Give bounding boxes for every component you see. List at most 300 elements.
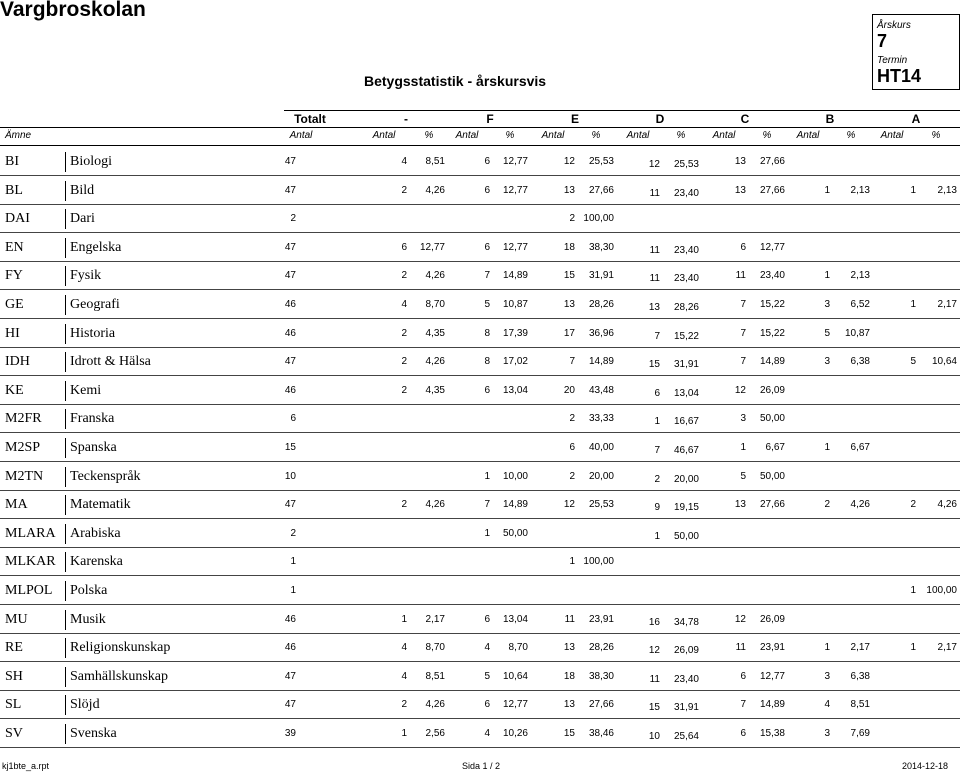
grade-percent: 17,39	[502, 327, 528, 339]
table-row	[0, 520, 960, 548]
grade-percent: 40,00	[588, 442, 614, 453]
grade-percent: 15,22	[673, 330, 699, 342]
grade-percent: 4,26	[425, 699, 445, 711]
grade-percent: 14,89	[759, 356, 785, 368]
code-divider	[65, 352, 66, 372]
grade-count: 11	[649, 273, 660, 285]
row-divider	[0, 747, 960, 748]
grade-percent: 4,26	[425, 499, 445, 511]
grade-percent: 2,17	[425, 613, 445, 625]
grade-count: 12	[734, 613, 746, 625]
table-row	[0, 148, 960, 176]
table-row	[0, 291, 960, 319]
total-count: 15	[284, 442, 296, 453]
subject-code: MA	[5, 497, 28, 513]
grade-percent: 6,67	[850, 442, 870, 453]
code-divider	[65, 409, 66, 429]
grade-percent: 15,22	[759, 299, 785, 310]
grade-percent: 4,35	[425, 384, 445, 396]
antal-subheader: Antal	[372, 130, 396, 141]
group-header-4: D	[655, 112, 665, 126]
grade-percent: 25,64	[673, 731, 699, 742]
grade-count: 15	[563, 270, 575, 282]
grade-percent: 50,00	[673, 530, 699, 542]
grade-percent: 31,91	[588, 270, 614, 282]
total-count: 47	[284, 241, 296, 253]
grade-percent: 4,26	[850, 499, 870, 511]
code-divider	[65, 667, 66, 687]
grade-count: 3	[824, 728, 830, 739]
total-count: 47	[284, 270, 296, 282]
total-count: 47	[284, 184, 296, 196]
code-divider	[65, 181, 66, 201]
grade-percent: 4,26	[425, 184, 445, 196]
grade-percent: 4,26	[425, 270, 445, 282]
code-divider	[65, 295, 66, 315]
code-divider	[65, 467, 66, 487]
grade-percent: 2,13	[937, 184, 957, 196]
termin-value: HT14	[877, 66, 922, 86]
code-divider	[65, 324, 66, 344]
total-count: 46	[284, 642, 296, 654]
grade-percent: 8,51	[425, 156, 445, 167]
subject-code: BI	[5, 154, 19, 169]
total-count: 39	[284, 728, 296, 739]
grade-percent: 31,91	[673, 359, 699, 371]
grade-count: 1	[824, 642, 830, 654]
grade-count: 17	[563, 327, 575, 339]
grade-percent: 14,89	[588, 356, 614, 368]
grade-percent: 17,02	[502, 356, 528, 368]
subject-name: Svenska	[70, 726, 117, 741]
footer-date: 2014-12-18	[902, 761, 949, 771]
grade-count: 4	[484, 728, 490, 739]
grade-count: 1	[484, 527, 490, 539]
subject-code: DAI	[5, 211, 30, 227]
grade-percent: 12,77	[502, 241, 528, 253]
grade-percent: 27,66	[588, 699, 614, 711]
grade-count: 7	[654, 445, 660, 456]
grade-percent: 31,91	[673, 702, 699, 714]
antal-subheader: Antal	[880, 130, 904, 141]
table-row	[0, 720, 960, 748]
grade-percent: 25,53	[588, 156, 614, 167]
grade-percent: 12,77	[502, 699, 528, 711]
subject-code: HI	[5, 325, 20, 341]
grade-count: 13	[734, 156, 746, 167]
total-count: 46	[284, 299, 296, 310]
table-row	[0, 634, 960, 662]
grade-percent: 33,33	[588, 413, 614, 425]
grade-percent: 8,51	[425, 670, 445, 682]
grade-count: 1	[654, 416, 660, 428]
grade-count: 15	[648, 702, 660, 714]
grade-count: 1	[824, 442, 830, 453]
subject-name: Fysik	[70, 268, 102, 284]
grade-count: 4	[484, 642, 490, 654]
grade-percent: 25,53	[588, 499, 614, 511]
grade-count: 3	[824, 299, 830, 310]
grade-count: 2	[824, 499, 830, 511]
grade-count: 1	[569, 556, 575, 568]
grade-count: 6	[484, 184, 490, 196]
group-header-7: A	[911, 112, 921, 126]
school-name: Vargbroskolan	[0, 0, 146, 21]
code-divider	[65, 209, 66, 229]
grade-count: 2	[401, 184, 407, 196]
grade-count: 13	[734, 184, 746, 196]
percent-subheader: %	[505, 130, 515, 141]
subject-name: Historia	[70, 325, 116, 341]
grade-count: 7	[484, 499, 490, 511]
grade-percent: 12,77	[502, 156, 528, 167]
grade-count: 2	[401, 270, 407, 282]
grade-count: 4	[401, 670, 407, 682]
grade-percent: 38,30	[588, 241, 614, 253]
subject-name: Karenska	[70, 554, 123, 570]
grade-count: 3	[824, 670, 830, 682]
group-header-2: F	[486, 112, 494, 126]
grade-percent: 50,00	[759, 413, 785, 425]
grade-count: 6	[484, 699, 490, 711]
grade-count: 2	[569, 413, 575, 425]
grade-percent: 2,13	[850, 184, 870, 196]
subject-name: Teckenspråk	[70, 468, 141, 484]
total-count: 2	[290, 527, 296, 539]
grade-count: 3	[824, 356, 830, 368]
header-top-line	[284, 110, 960, 111]
grade-count: 6	[401, 241, 407, 253]
grade-count: 7	[740, 299, 746, 310]
grade-percent: 10,64	[931, 356, 957, 368]
grade-count: 2	[401, 356, 407, 368]
subject-code: MLARA	[5, 525, 56, 541]
arskurs-label: Årskurs	[877, 20, 911, 31]
grade-count: 4	[824, 699, 830, 711]
grade-percent: 20,00	[588, 470, 614, 482]
grade-count: 13	[648, 302, 660, 313]
grade-percent: 38,46	[588, 728, 614, 739]
grade-percent: 23,40	[673, 187, 699, 199]
grade-percent: 8,70	[425, 642, 445, 654]
grade-count: 1	[401, 728, 407, 739]
table-row	[0, 606, 960, 634]
grade-count: 12	[648, 645, 660, 657]
subject-name: Kemi	[70, 382, 102, 398]
table-row	[0, 348, 960, 376]
grade-percent: 38,30	[588, 670, 614, 682]
subject-code: SL	[5, 697, 22, 713]
subject-code: KE	[5, 382, 24, 398]
grade-percent: 8,51	[850, 699, 870, 711]
grade-percent: 10,00	[502, 470, 528, 482]
table-row	[0, 548, 960, 576]
grade-percent: 13,04	[673, 387, 699, 399]
grade-count: 11	[735, 642, 746, 654]
amne-header: Ämne	[5, 130, 32, 141]
grade-count: 5	[484, 670, 490, 682]
grade-count: 7	[484, 270, 490, 282]
subject-name: Musik	[70, 611, 106, 627]
grade-count: 12	[563, 499, 575, 511]
grade-percent: 25,53	[673, 159, 699, 170]
total-count: 47	[284, 356, 296, 368]
grade-count: 11	[649, 187, 660, 199]
grade-percent: 20,00	[673, 473, 699, 485]
table-row	[0, 491, 960, 519]
subject-code: SV	[5, 726, 23, 741]
grade-count: 2	[910, 499, 916, 511]
report-title: Betygsstatistik - årskursvis	[364, 73, 547, 89]
subject-code: M2FR	[5, 411, 42, 427]
grade-percent: 50,00	[502, 527, 528, 539]
total-count: 47	[284, 699, 296, 711]
grade-percent: 26,09	[673, 645, 699, 657]
grade-percent: 23,40	[759, 270, 785, 282]
subject-name: Arabiska	[70, 525, 121, 541]
grade-percent: 23,91	[588, 613, 614, 625]
grade-percent: 7,69	[850, 728, 870, 739]
grade-percent: 8,70	[508, 642, 528, 654]
grade-count: 12	[563, 156, 575, 167]
grade-count: 1	[740, 442, 746, 453]
subject-name: Bild	[70, 182, 95, 198]
subject-code: RE	[5, 640, 23, 656]
percent-subheader: %	[424, 130, 434, 141]
grade-count: 15	[563, 728, 575, 739]
grade-count: 2	[654, 473, 660, 485]
grade-count: 4	[401, 156, 407, 167]
grade-count: 6	[740, 670, 746, 682]
table-row	[0, 463, 960, 491]
grade-count: 13	[563, 642, 575, 654]
grade-percent: 23,40	[673, 273, 699, 285]
grade-count: 4	[401, 642, 407, 654]
subject-name: Matematik	[70, 497, 131, 513]
total-count: 2	[290, 213, 296, 225]
grade-count: 6	[740, 241, 746, 253]
group-header-5: C	[740, 112, 750, 126]
table-row	[0, 405, 960, 433]
footer-file: kj1bte_a.rpt	[2, 761, 50, 771]
subject-code: M2SP	[5, 440, 41, 455]
grade-count: 11	[649, 673, 660, 685]
code-divider	[65, 552, 66, 572]
grade-percent: 8,70	[425, 299, 445, 310]
grade-count: 5	[484, 299, 490, 310]
grade-count: 12	[734, 384, 746, 396]
grade-count: 1	[824, 184, 830, 196]
table-row	[0, 320, 960, 348]
grade-count: 5	[910, 356, 916, 368]
grade-percent: 13,04	[502, 613, 528, 625]
subject-code: EN	[5, 239, 24, 255]
grade-percent: 12,77	[759, 670, 785, 682]
header-mid-line	[0, 127, 960, 128]
arskurs-value: 7	[877, 31, 888, 51]
grade-count: 8	[484, 356, 490, 368]
grade-count: 5	[824, 327, 830, 339]
grade-count: 4	[401, 299, 407, 310]
grade-percent: 43,48	[588, 384, 614, 396]
grade-percent: 46,67	[673, 445, 699, 456]
code-divider	[65, 638, 66, 658]
table-row	[0, 434, 960, 462]
grade-percent: 23,40	[673, 244, 699, 256]
grade-count: 1	[401, 613, 407, 625]
grade-count: 15	[648, 359, 660, 371]
subject-name: Religionskunskap	[70, 640, 171, 656]
grade-percent: 6,38	[850, 356, 870, 368]
grade-count: 1	[910, 299, 916, 310]
subject-name: Idrott & Hälsa	[70, 354, 151, 370]
grade-count: 3	[740, 413, 746, 425]
grade-percent: 14,89	[502, 270, 528, 282]
code-divider	[65, 581, 66, 601]
grade-count: 6	[569, 442, 575, 453]
grade-percent: 15,38	[759, 728, 785, 739]
subject-code: M2TN	[5, 468, 44, 484]
grade-count: 13	[563, 699, 575, 711]
subject-code: IDH	[5, 354, 30, 370]
grade-percent: 100,00	[583, 556, 614, 568]
grade-count: 7	[740, 356, 746, 368]
grade-percent: 28,26	[588, 642, 614, 654]
grade-count: 12	[648, 159, 660, 170]
grade-percent: 2,17	[937, 299, 957, 310]
grade-percent: 2,13	[850, 270, 870, 282]
code-divider	[65, 524, 66, 544]
grade-percent: 15,22	[759, 327, 785, 339]
code-divider	[65, 495, 66, 515]
subject-name: Biologi	[70, 154, 113, 169]
grade-percent: 12,77	[502, 184, 528, 196]
grade-percent: 2,17	[937, 642, 957, 654]
subject-name: Slöjd	[70, 697, 100, 713]
grade-count: 7	[654, 330, 660, 342]
total-count: 46	[284, 613, 296, 625]
grade-percent: 12,77	[419, 241, 445, 253]
code-divider	[65, 695, 66, 715]
code-divider	[65, 266, 66, 286]
grade-count: 18	[563, 670, 575, 682]
group-header-1: -	[404, 112, 408, 126]
total-count: 46	[284, 384, 296, 396]
grade-count: 16	[648, 616, 660, 628]
table-row	[0, 691, 960, 719]
code-divider	[65, 152, 66, 172]
antal-subheader: Antal	[626, 130, 650, 141]
grade-count: 7	[740, 699, 746, 711]
grade-percent: 10,87	[844, 327, 870, 339]
grade-percent: 14,89	[502, 499, 528, 511]
grade-count: 13	[734, 499, 746, 511]
grade-count: 20	[563, 384, 575, 396]
subject-code: MLPOL	[5, 583, 53, 598]
grade-percent: 10,64	[502, 670, 528, 682]
subject-code: BL	[5, 182, 23, 198]
table-row	[0, 262, 960, 290]
grade-count: 1	[910, 184, 916, 196]
code-divider	[65, 610, 66, 630]
total-count: 1	[290, 556, 296, 568]
grade-percent: 4,26	[937, 499, 957, 511]
grade-percent: 2,17	[850, 642, 870, 654]
code-divider	[65, 724, 66, 744]
grade-percent: 28,26	[673, 302, 699, 313]
antal-subheader: Antal	[712, 130, 736, 141]
percent-subheader: %	[846, 130, 856, 141]
grade-percent: 27,66	[588, 184, 614, 196]
grade-count: 8	[484, 327, 490, 339]
grade-percent: 12,77	[759, 241, 785, 253]
grade-count: 1	[654, 530, 660, 542]
table-row	[0, 577, 960, 605]
subject-name: Engelska	[70, 239, 122, 255]
grade-count: 7	[569, 356, 575, 368]
grade-percent: 26,09	[759, 613, 785, 625]
grade-count: 1	[824, 270, 830, 282]
code-divider	[65, 238, 66, 258]
grade-count: 18	[563, 241, 575, 253]
subject-name: Dari	[70, 211, 95, 227]
subject-name: Geografi	[70, 297, 120, 312]
termin-label: Termin	[877, 55, 908, 66]
grade-count: 6	[484, 613, 490, 625]
grade-percent: 10,26	[502, 728, 528, 739]
total-count: 6	[290, 413, 296, 425]
grade-percent: 2,56	[425, 728, 445, 739]
table-row	[0, 377, 960, 405]
subject-name: Spanska	[70, 440, 117, 455]
subject-code: MU	[5, 611, 28, 627]
total-count: 10	[284, 470, 296, 482]
grade-count: 2	[401, 384, 407, 396]
grade-percent: 19,15	[673, 502, 699, 514]
grade-count: 1	[910, 585, 916, 596]
grade-percent: 28,26	[588, 299, 614, 310]
total-count: 46	[284, 327, 296, 339]
grade-percent: 13,04	[502, 384, 528, 396]
grade-percent: 6,38	[850, 670, 870, 682]
table-row	[0, 663, 960, 691]
total-count: 47	[284, 499, 296, 511]
grade-count: 2	[401, 327, 407, 339]
percent-subheader: %	[591, 130, 601, 141]
grade-percent: 23,40	[673, 673, 699, 685]
table-row	[0, 205, 960, 233]
percent-subheader: %	[931, 130, 941, 141]
subject-code: SH	[5, 668, 23, 684]
grade-count: 6	[484, 384, 490, 396]
grade-count: 13	[563, 184, 575, 196]
subject-name: Samhällskunskap	[70, 668, 168, 684]
total-count: 47	[284, 670, 296, 682]
grade-count: 2	[569, 213, 575, 225]
antal-subheader: Antal	[541, 130, 565, 141]
grade-percent: 36,96	[588, 327, 614, 339]
total-count: 1	[290, 585, 296, 596]
grade-count: 11	[564, 613, 575, 625]
grade-percent: 14,89	[759, 699, 785, 711]
grade-count: 6	[654, 387, 660, 399]
table-row	[0, 177, 960, 205]
antal-subheader: Antal	[455, 130, 479, 141]
grade-count: 2	[569, 470, 575, 482]
info-box	[872, 14, 960, 90]
subject-code: GE	[5, 297, 24, 312]
grade-percent: 4,35	[425, 327, 445, 339]
